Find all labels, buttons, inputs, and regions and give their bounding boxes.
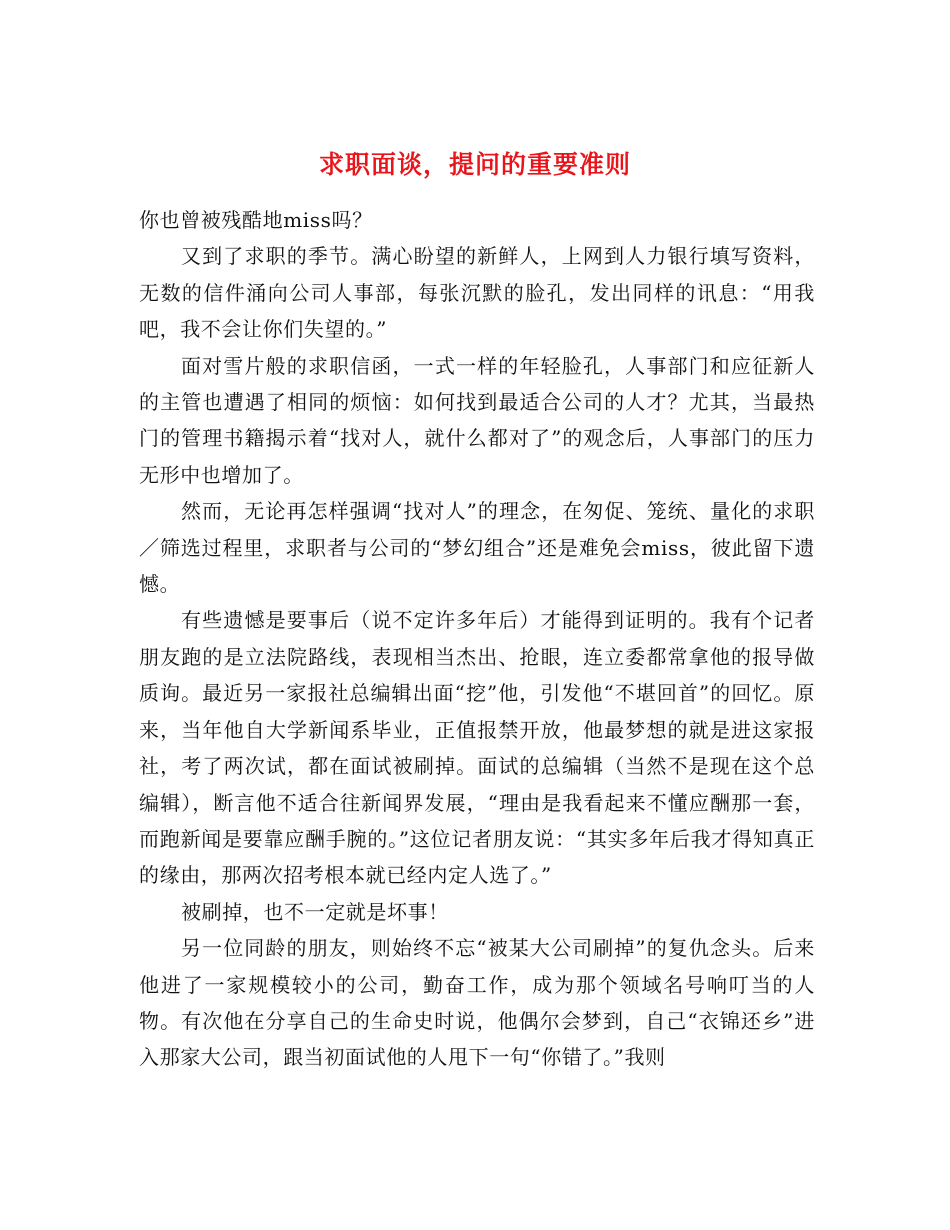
paragraph: 有些遗憾是要事后（说不定许多年后）才能得到证明的。我有个记者朋友跑的是立法院路线，表现相当杰出、抢眼，连立委都常拿他的报导做质询。最近另一家报社总编辑出面“挖”他，引发他“不堪回首”的回忆。原来，当年他自大学新闻系毕业，正值报禁开放，他最梦想的就是进这家报社，考了两次试，都在面试被刷掉。面试的总编辑（当然不是现在这个总编辑），断言他不适合往新闻界发展，“理由是我看起来不懂应酬那一套，而跑新闻是要靠应酬手腕的。”这位记者朋友说：“其实多年后我才得知真正的缘由，那两次招考根本就已经内定人选了。” [139,608,815,888]
document-body [139,202,815,1076]
paragraph-lead-question: 你也曾被残酷地miss吗？ [139,208,373,232]
paragraph: 另一位同龄的朋友，则始终不忘“被某大公司刷掉”的复仇念头。后来他进了一家规模较小的公司，勤奋工作，成为那个领域名号响叮当的人物。有次他在分享自己的生命史时说，他偶尔会梦到，自己“衣锦还乡”进入那家大公司，跟当初面试他的人甩下一句“你错了。”我则 [139,936,815,1070]
paragraph: 然而，无论再怎样强调“找对人”的理念，在匆促、笼统、量化的求职／筛选过程里，求职者与公司的“梦幻组合”还是难免会miss，彼此留下遗憾。 [139,499,815,597]
paragraph: 被刷掉，也不一定就是坏事！ [181,899,449,924]
paragraph: 又到了求职的季节。满心盼望的新鲜人，上网到人力银行填写资料，无数的信件涌向公司人事部，每张沉默的脸孔，发出同样的讯息：“用我吧，我不会让你们失望的。” [139,244,815,342]
document-title: 求职面谈，提问的重要准则 [318,149,631,179]
paragraph: 面对雪片般的求职信函，一式一样的年轻脸孔，人事部门和应征新人的主管也遭遇了相同的烦恼：如何找到最适合公司的人才？尤其，当最热门的管理书籍揭示着“找对人，就什么都对了”的观念后，人事部门的压力无形中也增加了。 [139,353,815,487]
